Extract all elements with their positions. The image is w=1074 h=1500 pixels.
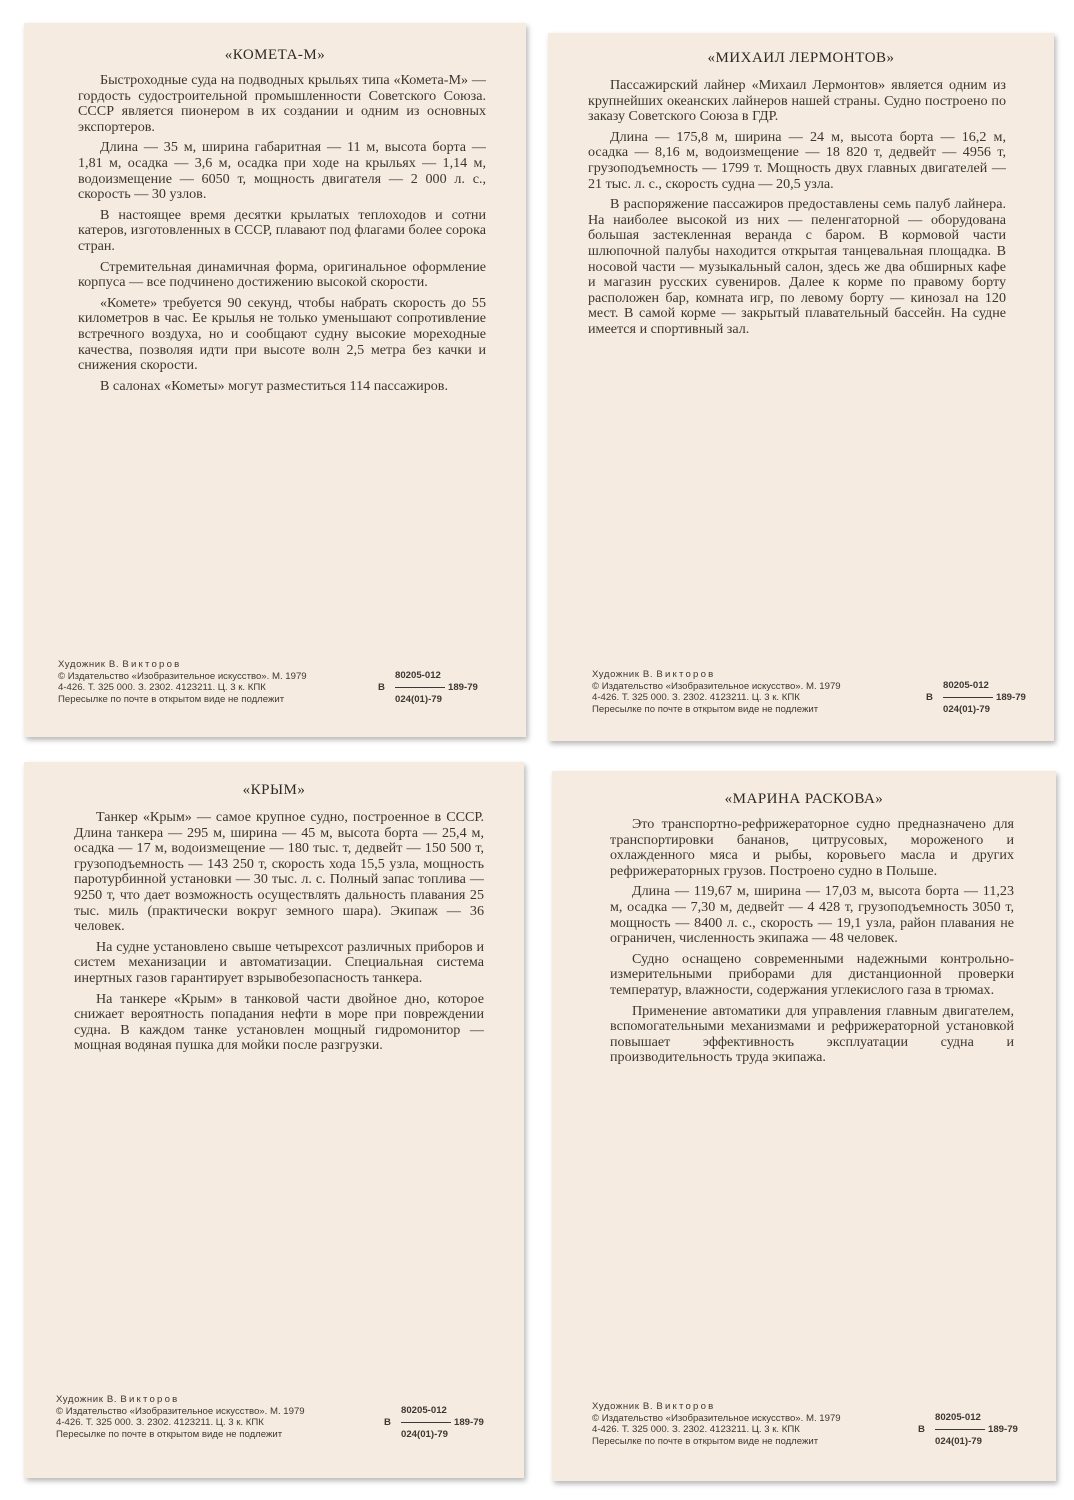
publisher-line: © Издательство «Изобразительное искусство». М. 1979: [58, 670, 307, 682]
paragraph: Это транспортно-рефрижераторное судно предназначено для транспортировки бананов, цитрусовых, мороженого и охлажденного мяса и рыбы, коровьего масла и других рефрижераторных грузов. Построено судно в Польше.: [610, 816, 1014, 879]
publisher-line: © Издательство «Изобразительное искусство». М. 1979: [592, 680, 841, 692]
mailing-note: Пересылке по почте в открытом виде не подлежит: [592, 703, 819, 715]
imprint-footer: [56, 1394, 496, 1440]
imprint-footer: [58, 659, 498, 705]
mailing-note: Пересылке по почте в открытом виде не подлежит: [592, 1435, 819, 1447]
paragraph: Длина — 119,67 м, ширина — 17,03 м, высота борта — 11,23 м, осадка — 7,30 м, дедвейт — 4 428 т, грузоподъемность 3050 т, мощность — 8400 л. с., скорость — 19,1 узла, район плавания не ограничен, численность экипажа — 48 человек.: [610, 883, 1014, 947]
paragraph: В салонах «Кометы» могут разместиться 114 пассажиров.: [100, 377, 448, 394]
catalog-code: В 80205-012 189-79 024(01)-79: [926, 680, 1026, 715]
paragraph: Быстроходные суда на подводных крыльях типа «Комета-М» — гордость судостроительной промышленности Советского Союза. СССР является пионером в их создании и одним из основных экспортеров.: [78, 72, 486, 135]
paragraph: На судне установлено свыше четырехсот различных приборов и систем механизации и автоматизации. Специальная система инертных газов гарантирует взрывобезопасность танкера.: [74, 938, 484, 986]
catalog-code: В 80205-012 189-79 024(01)-79: [378, 670, 478, 705]
imprint-footer: [592, 1401, 1032, 1447]
publisher-line: © Издательство «Изобразительное искусство». М. 1979: [592, 1412, 841, 1424]
paragraph: Пассажирский лайнер «Михаил Лермонтов» является одним из крупнейших океанских лайнеров нашей страны. Судно построено по заказу Советского Союза в ГДР.: [588, 77, 1006, 125]
paragraph: Судно оснащено современными надежными контрольно-измерительными приборами для дистанционной проверки температур, влажности, содержания углекислого газа в трюмах.: [610, 950, 1014, 998]
artist-credit: Художник В. Викторов: [592, 669, 716, 680]
paragraph: Применение автоматики для управления главным двигателем, вспомогательными механизмами и рефрижераторной установкой повышает эффективность эксплуатации судна и производительность труда экипажа.: [610, 1002, 1014, 1066]
mailing-note: Пересылке по почте в открытом виде не подлежит: [58, 693, 285, 705]
postcard-lermontov: [548, 33, 1054, 741]
mailing-note: Пересылке по почте в открытом виде не подлежит: [56, 1428, 283, 1440]
postcard-kometa: [24, 23, 526, 737]
artist-credit: Художник В. Викторов: [56, 1394, 180, 1405]
paragraph: Длина — 35 м, ширина габаритная — 11 м, высота борта — 1,81 м, осадка — 3,6 м, осадка при ходе на крыльях — 1,14 м, водоизмещение — 6050 т, мощность двигателя — 2 000 л. с., скорость — 30 узлов.: [78, 139, 486, 203]
artist-credit: Художник В. Викторов: [592, 1401, 716, 1412]
artist-credit: Художник В. Викторов: [58, 659, 182, 670]
postcard-krym: [24, 762, 524, 1478]
publisher-line: © Издательство «Изобразительное искусство». М. 1979: [56, 1405, 305, 1417]
imprint-footer: [592, 669, 1032, 715]
card-text: [588, 78, 1006, 343]
paragraph: На танкере «Крым» в танковой части двойное дно, которое снижает вероятность попадания нефти в море при повреждении судна. В каждом танке установлен мощный гидромонитор — мощная водяная пушка для мойки после разгрузки.: [74, 990, 484, 1054]
paragraph: Стремительная динамичная форма, оригинальное оформление корпуса — все подчинено достижению высокой скорости.: [78, 258, 486, 291]
card-title: «КОМЕТА-М»: [224, 47, 326, 63]
postcard-raskova: [552, 771, 1056, 1481]
paragraph: «Комете» требуется 90 секунд, чтобы набрать скорость до 55 километров в час. Ее крылья не только уменьшают сопротивление встречного воздуха, но и сообщают судну высокие мореходные качества, позволяя идти при высоте волн 2,5 метра без качки и снижения скорости.: [78, 294, 486, 374]
card-text: [74, 810, 484, 1059]
print-info: 4-426. Т. 325 000. З. 2302. 4123211. Ц. 3 к. КПК: [592, 1424, 800, 1436]
paragraph: Танкер «Крым» — самое крупное судно, построенное в СССР. Длина танкера — 295 м, ширина — 45 м, высота борта — 25,4 м, осадка — 17 м, водоизмещение — 180 тыс. т, дедвейт — 150 500 т, грузоподъемность — 143 250 т, скорость хода 15,5 узла, мощность паротурбинной установки — 30 тыс. л. с. Полный запас топлива — 9250 т, что дает возможность осуществлять дальность плавания 25 тыс. миль (практически вокруг земного шара). Экипаж — 36 человек.: [74, 809, 484, 935]
paragraph: В распоряжение пассажиров предоставлены семь палуб лайнера. На наиболее высокой из них — пеленгаторной — оборудована большая застекленная веранда с баром. В кормовой части шлюпочной палубы находится открытая танцевальная площадка. В носовой части — музыкальный салон, здесь же два обширных кафе и магазин русских сувениров. Далее к корме по правому борту расположен бар, комната игр, по левому борту — кинозал на 120 мест. В самой корме — закрытый плавательный бассейн. На судне имеется и спортивный зал.: [588, 196, 1006, 337]
paragraph: Длина — 175,8 м, ширина — 24 м, высота борта — 16,2 м, осадка — 8,16 м, водоизмещение — 18 820 т, дедвейт — 4956 т, грузоподъемность — 1799 т. Мощность двух главных двигателей — 21 тыс. л. с., скорость судна — 20,5 узла.: [588, 128, 1006, 192]
catalog-code: В 80205-012 189-79 024(01)-79: [384, 1405, 484, 1440]
card-text: [610, 817, 1014, 1071]
print-info: 4-426. Т. 325 000. З. 2302. 4123211. Ц. 3 к. КПК: [56, 1417, 264, 1429]
catalog-code: В 80205-012 189-79 024(01)-79: [918, 1412, 1018, 1447]
card-title: «КРЫМ»: [242, 782, 306, 798]
paragraph: В настоящее время десятки крылатых теплоходов и сотни катеров, изготовленных в СССР, плавают под флагами более сорока стран.: [78, 206, 486, 254]
print-info: 4-426. Т. 325 000. З. 2302. 4123211. Ц. 3 к. КПК: [592, 692, 800, 704]
card-text: [78, 73, 486, 399]
card-title: «МИХАИЛ ЛЕРМОНТОВ»: [707, 50, 895, 66]
card-title: «МАРИНА РАСКОВА»: [724, 791, 884, 807]
print-info: 4-426. Т. 325 000. З. 2302. 4123211. Ц. 3 к. КПК: [58, 682, 266, 694]
